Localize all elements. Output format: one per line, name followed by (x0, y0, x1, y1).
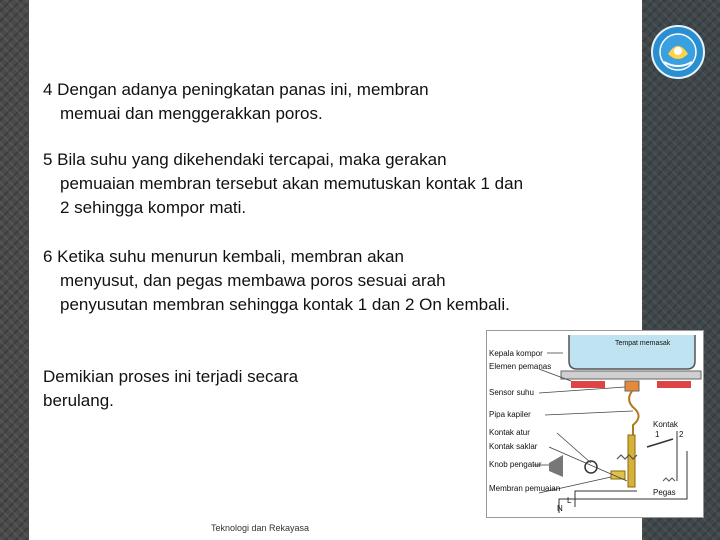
label-pegas: Pegas (653, 488, 676, 497)
paragraph-continuation: pemuaian membran tersebut akan memutuskan kontak 1 dan 2 sehingga kompor mati. (60, 174, 524, 217)
logo-emblem (650, 24, 706, 80)
paragraph-continuation: berulang. (43, 391, 114, 410)
label-kontak: Kontak (653, 420, 678, 429)
heating-element-shape (571, 381, 605, 388)
label-elemen-pemanas: Elemen pemanas (489, 362, 552, 371)
footer-text: Teknologi dan Rekayasa (211, 523, 310, 533)
capillary-tube-shape (629, 391, 638, 435)
paragraph-step-4 (43, 78, 513, 126)
label-pipa-kapiler: Pipa kapiler (489, 410, 531, 419)
thermostat-diagram (486, 330, 704, 518)
label-kepala-kompor: Kepala kompor (489, 349, 543, 358)
spring-pegas-shape (663, 478, 675, 481)
heating-element-shape (657, 381, 691, 388)
burner-head-shape (561, 371, 701, 379)
leader-line (545, 411, 633, 415)
paragraph-step-6 (43, 245, 533, 317)
label-knob-pengatur: Knob pengatur (489, 460, 542, 469)
paragraph-step-5 (43, 148, 533, 220)
paragraph-continuation: menyusut, dan pegas membawa poros sesuai arah penyusutan membran sehingga kontak 1 dan 2 On kembali. (60, 271, 510, 314)
paragraph-first-line: 5 Bila suhu yang dikehendaki tercapai, maka gerakan (43, 150, 447, 169)
label-l: L (567, 496, 572, 505)
label-kontak-atur: Kontak atur (489, 428, 530, 437)
paragraph-continuation: memuai dan menggerakkan poros. (60, 104, 323, 123)
temperature-sensor-shape (625, 381, 639, 391)
paragraph-conclusion (43, 365, 373, 413)
paragraph-first-line: Demikian proses ini terjadi secara (43, 367, 299, 386)
label-kontak-saklar: Kontak saklar (489, 442, 538, 451)
label-membran-pemuaian: Membran pemuaian (489, 484, 561, 493)
label-kontak-1: 1 (655, 430, 660, 439)
thermostat-diagram-svg (487, 331, 703, 517)
label-tempat-memasak-1: Tempat memasak (615, 340, 671, 347)
label-sensor-suhu: Sensor suhu (489, 388, 534, 397)
contact-lever-shape (647, 439, 673, 447)
knob-shape (549, 455, 563, 477)
paragraph-first-line: 4 Dengan adanya peningkatan panas ini, membran (43, 80, 429, 99)
wire-n-shape (559, 451, 687, 513)
label-kontak-2: 2 (679, 430, 684, 439)
paragraph-first-line: 6 Ketika suhu menurun kembali, membran akan (43, 247, 404, 266)
shaft-shape (628, 435, 635, 487)
label-n: N (557, 504, 563, 513)
